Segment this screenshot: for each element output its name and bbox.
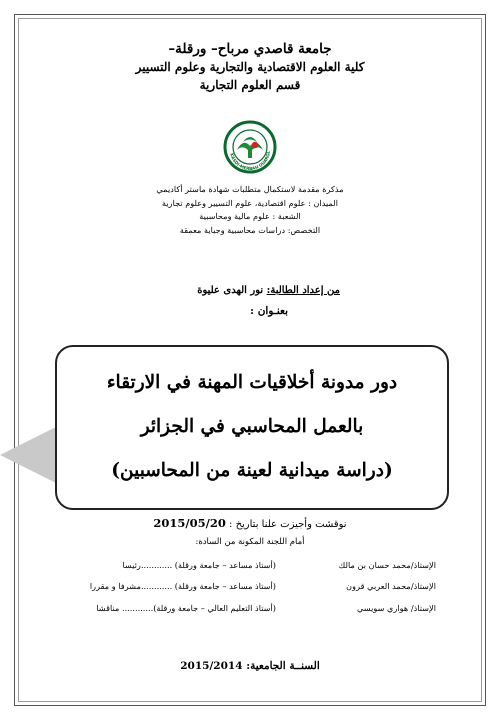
jury-member-name: الإستاذ/ هواري سويسي [356, 603, 436, 613]
thesis-title-line-2: بالعمل المحاسبي في الجزائر [140, 416, 364, 437]
jury-member-name: الإستاذ/محمد حسان بن مالك [338, 560, 436, 570]
faculty-name: كلية العلوم الاقتصادية والتجارية وعلوم التسيير [135, 60, 365, 74]
thesis-title-line-3: (دراسة ميدانية لعينة من المحاسبين) [111, 460, 393, 481]
author-label: من إعداد الطالبة: [266, 285, 340, 296]
jury-intro: أمام اللجنة المكونة من السادة: [195, 537, 305, 547]
university-seal-icon [223, 120, 277, 176]
memo-purpose: مذكرة مقدمة لاستكمال متطلبات شهادة ماستر أكاديمي [156, 184, 344, 194]
header [40, 40, 460, 94]
thesis-title-box [55, 345, 449, 510]
thesis-title-line-1: دور مدونة أخلاقيات المهنة في الارتقاء [106, 372, 398, 393]
academic-year-value: 2015/2014 [180, 660, 243, 672]
jury-row [56, 581, 436, 599]
memo-details [40, 183, 460, 237]
defense-date: 2015/05/20 [153, 516, 226, 530]
memo-field: الميدان : علوم اقتصادية، علوم التسيير وعلوم تجارية [161, 197, 339, 208]
academic-year [0, 660, 500, 672]
author-name: نور الهدى عليوة [197, 285, 264, 296]
title-label: بعنـوان : [250, 305, 288, 317]
jury-member-role: (أستاذ التعليم العالي – جامعة ورقلة)............ مناقشا [96, 603, 276, 613]
author-line [197, 285, 340, 296]
university-name: جامعة قاصدي مرباح– ورقلة– [168, 41, 332, 57]
seal-ring-text: KASDI-MERBAH OUARGL [229, 150, 272, 172]
memo-specialty: التخصص: دراسات محاسبية وجباية معمقة [179, 224, 321, 235]
defense-date-line [0, 516, 500, 530]
jury-row [56, 560, 436, 578]
memo-branch: الشعبة : علوم مالية ومحاسبية [199, 211, 301, 221]
academic-year-label: السنــة الجامعية: [246, 660, 320, 672]
department-name: قسم العلوم التجارية [199, 78, 301, 92]
jury-member-name: الإستاذ/محمد العربي قرون [346, 581, 436, 591]
jury-member-role: (أستاذ مساعد – جامعة ورقلة) ............مشرفا و مقررا [89, 581, 276, 591]
jury-row [56, 603, 436, 621]
defense-label: نوقشت وأجيزت علنا بتاريخ : [229, 519, 347, 530]
jury-member-role: (أستاذ مساعد – جامعة ورقلة) ............رئيسا [122, 560, 276, 570]
